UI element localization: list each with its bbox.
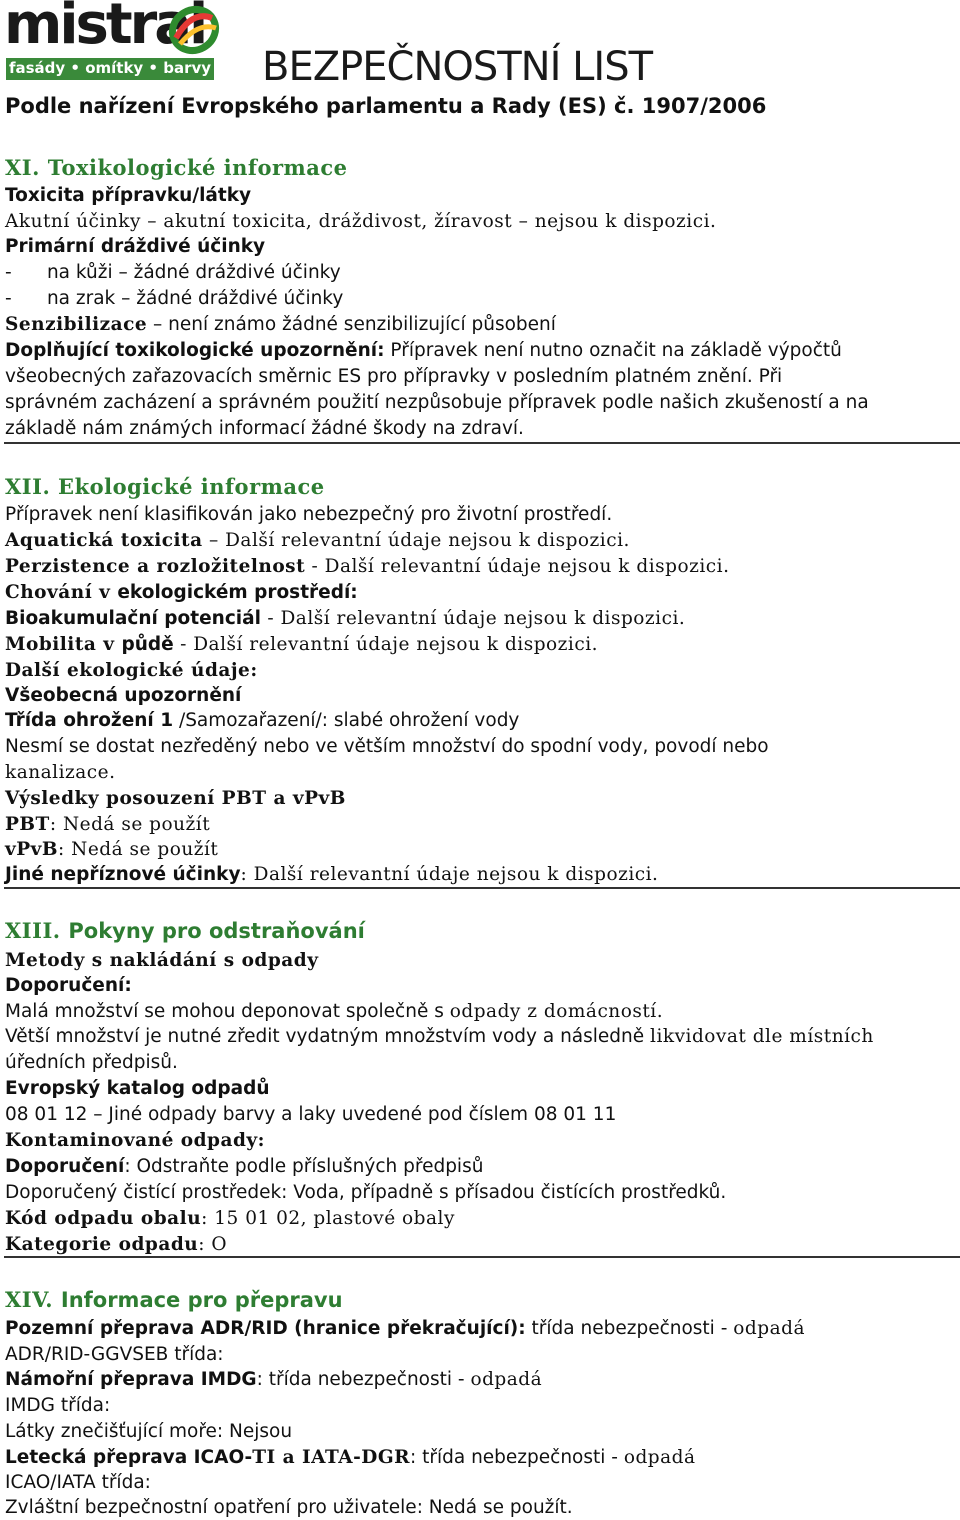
recommendation-label: Doporučení	[5, 1156, 125, 1177]
s12-bioaccumulation	[5, 607, 685, 631]
section-12-heading: XII. Ekologické informace	[5, 474, 325, 499]
aquatic-toxicity-label: Aquatická toxicita	[5, 530, 203, 551]
s12-text-line: Nesmí se dostat nezředěný nebo ve větším množství do spodní vody, povodí nebo	[5, 736, 769, 757]
eco-behaviour-label-a: Chování v	[5, 582, 118, 603]
s12-persistence	[5, 555, 729, 579]
hazard-class-text: /Samozařazení/: slabé ohrožení vody	[173, 710, 520, 731]
sea-transport-value: odpadá	[470, 1369, 543, 1390]
air-transport-text: : třída nebezpečnosti -	[410, 1447, 624, 1468]
additional-note-label: Doplňující toxikologické upozornění:	[5, 340, 385, 361]
s11-eye-effects: - na zrak – žádné dráždivé účinky	[5, 288, 344, 309]
s11-primary-irritant-title: Primární dráždivé účinky	[5, 236, 266, 257]
s11-additional-note	[5, 339, 842, 363]
mistral-logo	[4, 2, 216, 82]
s14-air-transport	[5, 1446, 696, 1470]
persistence-text: - Další relevantní údaje nejsou k dispozici.	[305, 556, 730, 577]
s13-packaging-code	[5, 1207, 455, 1231]
s11-text-line: všeobecných zařazovacích směrnic ES pro přípravky v posledním platném znění. Při	[5, 366, 783, 387]
soil-mobility-label-b: půdě	[121, 634, 174, 655]
section-14-number: XIV.	[5, 1287, 61, 1312]
s14-user-precautions: Zvláštní bezpečnostní opatření pro uživatele: Nedá se použít.	[5, 1497, 573, 1518]
s12-pbt-results-title: Výsledky posouzení PBT a vPvB	[5, 788, 346, 809]
logo-wordmark: mistral	[4, 0, 206, 57]
land-transport-label: Pozemní přeprava ADR/RID (hranice překračující):	[5, 1318, 526, 1339]
s12-other-adverse	[5, 863, 658, 887]
sensitization-text: – není známo žádné senzibilizující působení	[147, 314, 556, 335]
large-quantities-disposal: likvidovat dle místních	[650, 1026, 874, 1047]
large-quantities-text: Větší množství je nutné zředit vydatným množstvím vody a následně	[5, 1026, 651, 1047]
persistence-label: Perzistence a rozložitelnost	[5, 556, 306, 577]
s12-vpvb	[5, 838, 218, 862]
logo-swirl-icon	[164, 4, 220, 56]
s12-hazard-class	[5, 709, 519, 733]
soil-mobility-text: - Další relevantní údaje nejsou k dispozici.	[173, 634, 599, 655]
soil-mobility-label-a: Mobilita v	[5, 634, 122, 655]
land-transport-value: odpadá	[733, 1318, 805, 1339]
section-13-number: XIII.	[5, 918, 69, 943]
small-quantities-waste: odpady z domácností.	[449, 1001, 664, 1022]
s13-large-quantities	[5, 1025, 874, 1049]
s12-classification: Přípravek není klasifikován jako nebezpečný pro životní prostředí.	[5, 504, 613, 525]
document-subtitle: Podle nařízení Evropského parlamentu a Rady (ES) č. 1907/2006	[5, 94, 767, 118]
sea-transport-label: Námořní přeprava IMDG	[5, 1369, 257, 1390]
sea-transport-text: : třída nebezpečnosti -	[256, 1369, 471, 1390]
eco-behaviour-label-b: ekologickém prostředí:	[117, 582, 358, 603]
packaging-code-value: : 15 01 02, plastové obaly	[201, 1208, 455, 1229]
vpvb-value: : Nedá se použít	[58, 839, 219, 860]
land-transport-text: třída nebezpečnosti -	[525, 1318, 734, 1339]
pbt-value: : Nedá se použít	[49, 814, 211, 835]
s11-skin-effects: - na kůži – žádné dráždivé účinky	[5, 262, 341, 283]
s13-waste-methods: Metody s nakládání s odpady	[5, 950, 319, 971]
s13-text-line: úředních předpisů.	[5, 1052, 178, 1073]
packaging-code-label: Kód odpadu obalu	[5, 1208, 202, 1229]
section-divider	[4, 1256, 960, 1258]
pbt-label: PBT	[5, 814, 50, 835]
s13-recommendation-title: Doporučení:	[5, 975, 132, 996]
logo-tagline: fasády • omítky • barvy	[8, 59, 212, 77]
s12-text-line: kanalizace.	[5, 762, 116, 783]
waste-category-label: Kategorie odpadu	[5, 1234, 199, 1255]
bioaccumulation-label: Bioakumulační potenciál	[5, 608, 261, 629]
document-title: BEZPEČNOSTNÍ LIST	[262, 44, 653, 90]
s13-waste-catalogue-title: Evropský katalog odpadů	[5, 1078, 270, 1099]
s12-general-warnings: Všeobecná upozornění	[5, 685, 242, 706]
section-13-title: Pokyny pro odstraňování	[68, 919, 365, 943]
s14-sea-transport	[5, 1368, 542, 1392]
recommendation-text: : Odstraňte podle příslušných předpisů	[124, 1156, 484, 1177]
section-14-title: Informace pro přepravu	[60, 1288, 343, 1312]
sensitization-label: Senzibilizace	[5, 314, 148, 335]
aquatic-toxicity-text: – Další relevantní údaje nejsou k dispozici.	[202, 530, 630, 551]
other-adverse-label: Jiné nepříznové účinky	[5, 864, 241, 885]
s11-toxicity-title: Toxicita přípravku/látky	[5, 185, 252, 206]
s13-recommendation	[5, 1155, 483, 1179]
air-transport-value: odpadá	[623, 1447, 696, 1468]
s11-text-line: správném zacházení a správném použití nezpůsobuje přípravek podle našich zkušeností a na	[5, 392, 869, 413]
s13-waste-code: 08 01 12 – Jiné odpady barvy a laky uvedené pod číslem 08 01 11	[5, 1104, 617, 1125]
s13-cleaning-agent: Doporučený čistící prostředek: Voda, případně s přísadou čistících prostředků.	[5, 1182, 727, 1203]
s13-waste-category	[5, 1233, 227, 1257]
s12-eco-behaviour	[5, 581, 358, 605]
s11-text-line: základě nám známých informací žádné škody na zdraví.	[5, 418, 524, 439]
s14-icao-class: ICAO/IATA třída:	[5, 1472, 151, 1493]
additional-note-text: Přípravek není nutno označit na základě výpočtů	[384, 340, 842, 361]
s14-imdg-class: IMDG třída:	[5, 1395, 111, 1416]
s11-sensitization	[5, 313, 556, 337]
air-transport-label-b: TI a IATA-DGR	[252, 1447, 410, 1468]
hazard-class-label: Třída ohrožení 1	[5, 710, 174, 731]
s13-contaminated-waste: Kontaminované odpady:	[5, 1130, 265, 1151]
s14-marine-pollutant: Látky znečišťující moře: Nejsou	[5, 1421, 293, 1442]
s13-small-quantities	[5, 1000, 663, 1024]
section-11-heading: XI. Toxikologické informace	[5, 155, 348, 180]
vpvb-label: vPvB	[5, 839, 59, 860]
other-adverse-text: : Další relevantní údaje nejsou k dispozici.	[240, 864, 659, 885]
air-transport-label-a: Letecká přeprava ICAO-	[5, 1447, 253, 1468]
s12-soil-mobility	[5, 633, 598, 657]
s14-land-transport	[5, 1317, 805, 1341]
section-divider	[4, 442, 960, 444]
s12-other-eco-data: Další ekologické údaje:	[5, 660, 258, 681]
small-quantities-text: Malá množství se mohou deponovat společně s	[5, 1001, 450, 1022]
s12-aquatic-toxicity	[5, 529, 630, 553]
s14-adr-class: ADR/RID-GGVSEB třída:	[5, 1344, 224, 1365]
waste-category-value: : O	[198, 1234, 228, 1255]
section-13-heading	[5, 919, 365, 943]
s12-pbt	[5, 813, 210, 837]
section-divider	[4, 887, 960, 889]
s11-acute-effects: Akutní účinky – akutní toxicita, dráždivost, žíravost – nejsou k dispozici.	[5, 211, 717, 232]
section-14-heading	[5, 1288, 343, 1312]
bioaccumulation-text: - Další relevantní údaje nejsou k dispozici.	[260, 608, 686, 629]
